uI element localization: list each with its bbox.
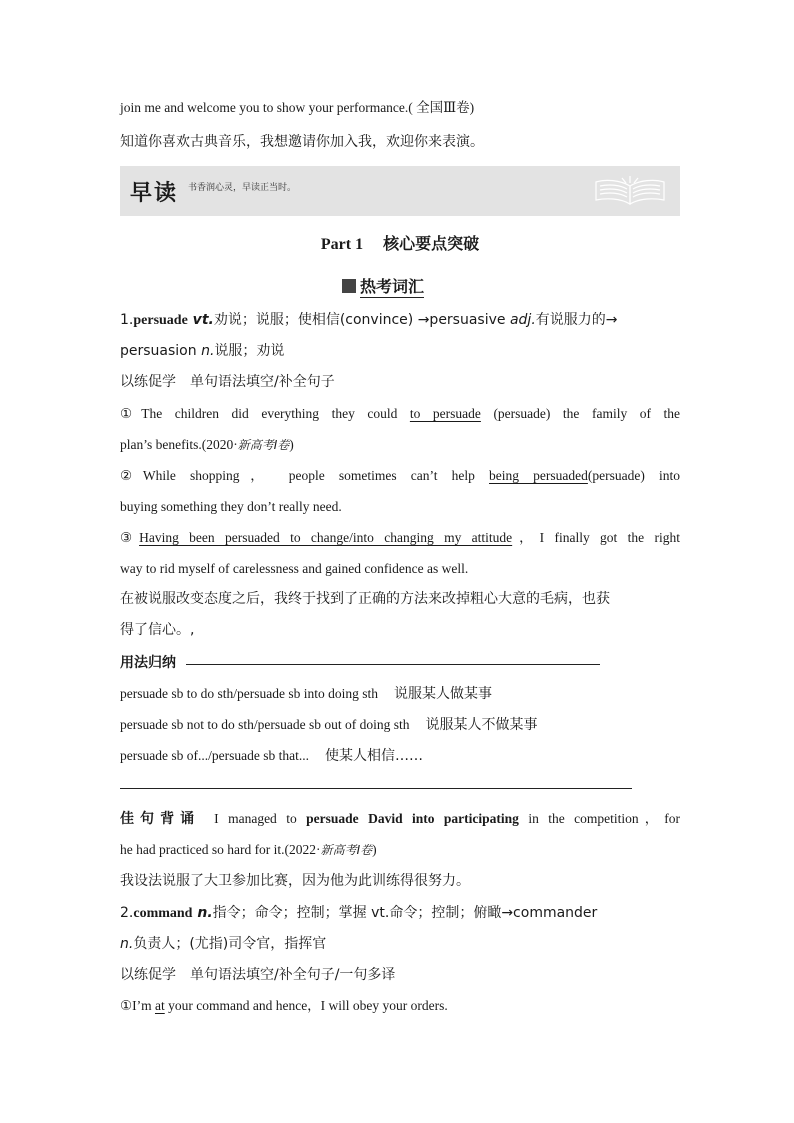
- entry1-headword: persuade: [133, 313, 188, 328]
- intro-english-line: join me and welcome you to show your performance.( 全国Ⅲ卷): [120, 100, 475, 115]
- ex1-text4: ): [289, 437, 294, 452]
- usage1-zh: 说服某人做某事: [393, 686, 492, 702]
- entry1-exercise1-line2: [120, 435, 680, 455]
- ex2-answer: being persuaded: [489, 468, 588, 483]
- entry2-pos: n.: [192, 905, 213, 921]
- entry1-definition-line1: [120, 310, 680, 331]
- ex1-text3: plan’s benefits.(2020·: [120, 437, 238, 452]
- entry1-adj: adj.: [509, 312, 536, 328]
- ex3-text: ③: [120, 530, 140, 545]
- entry1-derivative: persuasion: [120, 343, 202, 359]
- early-reading-banner: [120, 166, 680, 216]
- usage-heading-text: 用法归纳: [120, 655, 176, 671]
- entry2-definition-line1: [120, 903, 680, 924]
- entry2-meaning: 指令；命令；控制；掌握 vt.命令；控制；俯瞰→commander: [212, 905, 598, 921]
- usage2-en: persuade sb not to do sth/persuade sb out of doing sth: [120, 717, 410, 732]
- e2ex1-text2: your command and hence，I will obey your orders.: [164, 998, 448, 1013]
- banner-title: 早读: [130, 181, 179, 206]
- ex3-answer: Having been persuaded to change/into changing my attitude: [139, 530, 513, 545]
- ex1-source: 新高考Ⅰ卷: [237, 438, 290, 452]
- entry2-derivative-meaning: 负责人；(尤指)司令官，指挥官: [133, 936, 327, 952]
- banner-subtitle: 书香润心灵，早读正当时。: [188, 183, 297, 193]
- usage2-zh: 说服某人不做某事: [425, 717, 538, 733]
- e2ex1-answer: at: [154, 998, 165, 1013]
- ex1-text2: (persuade) the family of the: [480, 406, 680, 421]
- entry1-exercise2-line2: buying something they don’t really need.: [120, 499, 342, 514]
- ex1-text: ①The children did everything they could: [120, 406, 410, 421]
- section-title-text: 热考词汇: [360, 277, 425, 296]
- sent-source: 新高考Ⅰ卷: [320, 843, 373, 857]
- usage-top-rule: [186, 664, 600, 665]
- entry1-derivative-meaning: 说服；劝说: [214, 343, 285, 359]
- entry1-number: 1.: [120, 312, 134, 328]
- sentence-chinese: 我设法说服了大卫参加比赛，因为他为此训练得很努力。: [120, 873, 470, 889]
- entry1-definition-line2: [120, 341, 680, 361]
- sent-text2: in the competition，for: [518, 811, 680, 826]
- entry1-meaning: 劝说；说服；使相信(convince) →persuasive: [213, 312, 510, 328]
- sent-key-phrase: persuade David into participating: [306, 811, 519, 826]
- sent-text3: he had practiced so hard for it.(2022·: [120, 842, 321, 857]
- part-title: Part 1 核心要点突破: [320, 236, 480, 253]
- section-marker-icon: [342, 279, 356, 293]
- sentence-line2: [120, 840, 680, 860]
- usage-item-2: [120, 715, 680, 735]
- entry1-meaning2: 有说服力的→: [535, 312, 618, 328]
- entry1-exercise3-chinese1: 在被说服改变态度之后，我终于找到了正确的方法来改掉粗心大意的毛病，也获: [120, 591, 610, 607]
- ex2-text2: (persuade) into: [587, 468, 681, 483]
- entry1-exercise1-line1: [120, 404, 680, 424]
- usage-item-3: [120, 746, 680, 766]
- entry2-exercise1: [120, 996, 680, 1016]
- ex2-text: ②While shopping， people sometimes can’t help: [120, 468, 490, 483]
- sentence-heading: 佳句背诵: [120, 811, 201, 827]
- entry1-exercise3-line2: way to rid myself of carelessness and gained confidence as well.: [120, 561, 469, 576]
- entry1-pos: vt.: [187, 312, 214, 328]
- entry2-noun-pos: n.: [120, 936, 134, 952]
- usage3-zh: 使某人相信……: [324, 748, 423, 764]
- usage-bottom-rule: [120, 788, 632, 789]
- entry2-headword: command: [133, 906, 193, 921]
- sent-text4: ): [372, 842, 377, 857]
- sentence-line1: [120, 809, 680, 829]
- entry1-exercise3-line1: [120, 528, 680, 548]
- sent-text: I managed to: [214, 811, 307, 826]
- entry1-noun-pos: n.: [201, 343, 215, 359]
- usage1-en: persuade sb to do sth/persuade sb into doing sth: [120, 686, 378, 701]
- e2ex1-text: ①I’m: [120, 998, 155, 1013]
- entry1-exercise2-line1: [120, 466, 680, 486]
- usage-item-1: [120, 684, 680, 704]
- ex3-text2: ，I finally got the right: [512, 530, 680, 545]
- entry1-practice-heading: 以练促学 单句语法填空/补全句子: [120, 374, 335, 390]
- usage-heading: [120, 653, 680, 673]
- entry2-number: 2.: [120, 905, 134, 921]
- section-title: [342, 274, 424, 297]
- intro-chinese-line: 知道你喜欢古典音乐，我想邀请你加入我，欢迎你来表演。: [120, 134, 484, 150]
- entry1-exercise3-chinese2: 得了信心。,: [120, 622, 195, 638]
- entry2-definition-line2: [120, 934, 680, 954]
- ex1-answer: to persuade: [409, 406, 481, 421]
- entry2-practice-heading: 以练促学 单句语法填空/补全句子/一句多译: [120, 967, 396, 983]
- usage3-en: persuade sb of.../persuade sb that...: [120, 748, 309, 763]
- open-book-icon: [592, 174, 668, 208]
